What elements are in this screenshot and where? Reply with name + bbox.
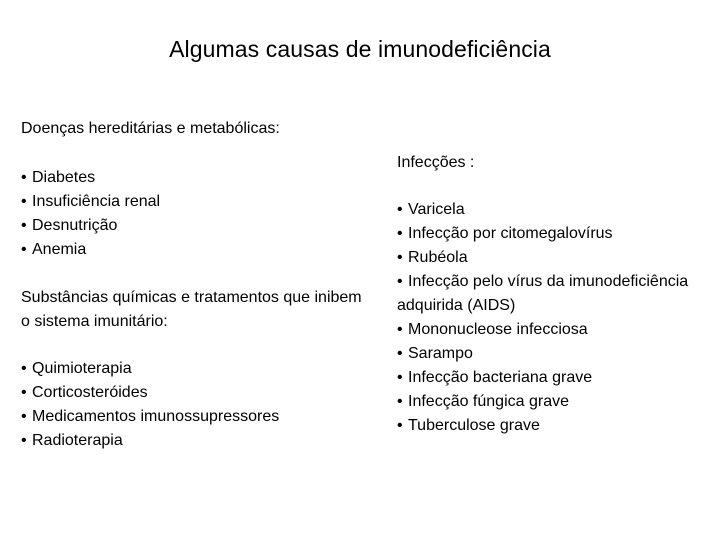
bullet-icon: • <box>397 249 403 266</box>
bullet-icon: • <box>21 241 27 258</box>
list-item: • Rubéola <box>397 246 697 270</box>
list-item: • Medicamentos imunossupressores <box>21 405 366 429</box>
bullet-icon: • <box>397 417 403 434</box>
infections-section <box>397 151 697 175</box>
list-item: • Diabetes <box>21 166 361 190</box>
list-item: • Desnutrição <box>21 214 361 238</box>
list-item: • Varicela <box>397 198 697 222</box>
hereditary-list <box>21 166 361 262</box>
bullet-icon: • <box>21 217 27 234</box>
bullet-icon: • <box>21 360 27 377</box>
list-item: • Infecção pelo vírus da imunodeficiência adquirida (AIDS) <box>397 270 697 318</box>
slide-title: Algumas causas de imunodeficiência <box>169 36 551 62</box>
bullet-icon: • <box>397 273 403 290</box>
substances-section <box>21 286 366 334</box>
bullet-icon: • <box>21 169 27 186</box>
bullet-icon: • <box>397 201 403 218</box>
bullet-icon: • <box>397 393 403 410</box>
infections-heading: Infecções : <box>397 154 475 171</box>
list-item: • Anemia <box>21 238 361 262</box>
list-item: • Infecção bacteriana grave <box>397 366 697 390</box>
list-item: • Infecção fúngica grave <box>397 390 697 414</box>
hereditary-heading: Doenças hereditárias e metabólicas: <box>21 120 280 137</box>
list-item: • Quimioterapia <box>21 357 366 381</box>
substances-heading: Substâncias químicas e tratamentos que inibem o sistema imunitário: <box>21 289 362 330</box>
bullet-icon: • <box>21 432 27 449</box>
list-item: • Tuberculose grave <box>397 414 697 438</box>
list-item: • Corticosteróides <box>21 381 366 405</box>
list-item: • Radioterapia <box>21 429 366 453</box>
infections-list <box>397 198 697 438</box>
list-item: • Infecção por citomegalovírus <box>397 222 697 246</box>
bullet-icon: • <box>21 408 27 425</box>
list-item: • Mononucleose infecciosa <box>397 318 697 342</box>
hereditary-section <box>21 117 361 141</box>
list-item: • Insuficiência renal <box>21 190 361 214</box>
list-item: • Sarampo <box>397 342 697 366</box>
bullet-icon: • <box>397 369 403 386</box>
substances-list <box>21 357 366 453</box>
bullet-icon: • <box>397 345 403 362</box>
bullet-icon: • <box>21 384 27 401</box>
bullet-icon: • <box>397 225 403 242</box>
bullet-icon: • <box>21 193 27 210</box>
bullet-icon: • <box>397 321 403 338</box>
